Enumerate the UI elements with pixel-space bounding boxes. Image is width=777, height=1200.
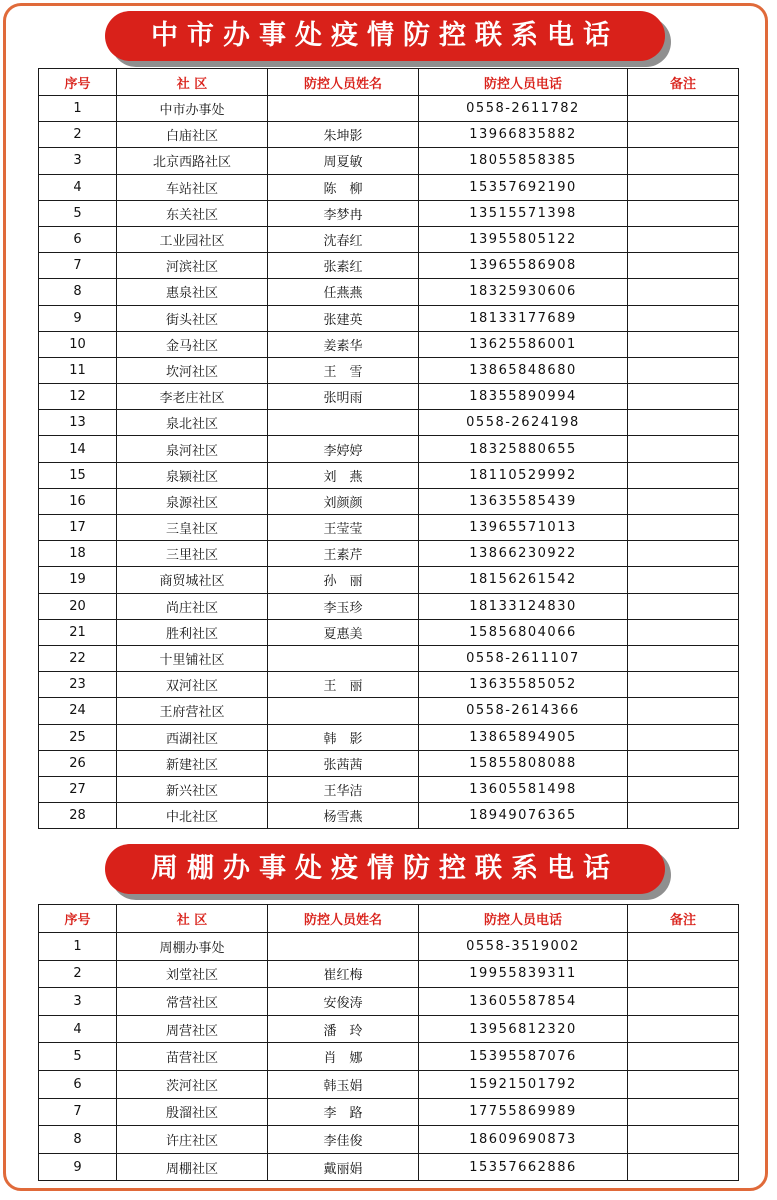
table-row xyxy=(39,933,739,961)
cell-staff-phone: 18133124830 xyxy=(419,593,628,619)
header-staff-phone: 防控人员电话 xyxy=(419,69,628,96)
cell-remarks xyxy=(628,174,739,200)
cell-remarks xyxy=(628,960,739,988)
table-row xyxy=(39,148,739,174)
cell-staff-name: 张建英 xyxy=(268,305,419,331)
cell-index: 19 xyxy=(39,567,117,593)
cell-index: 7 xyxy=(39,1098,117,1126)
cell-index: 1 xyxy=(39,933,117,961)
cell-index: 11 xyxy=(39,357,117,383)
cell-staff-phone: 13865848680 xyxy=(419,357,628,383)
cell-staff-phone: 18055858385 xyxy=(419,148,628,174)
cell-index: 21 xyxy=(39,619,117,645)
cell-staff-name: 王 丽 xyxy=(268,672,419,698)
cell-community: 王府营社区 xyxy=(117,698,268,724)
cell-community: 坎河社区 xyxy=(117,357,268,383)
cell-index: 9 xyxy=(39,1153,117,1181)
cell-staff-phone: 13635585052 xyxy=(419,672,628,698)
cell-staff-phone: 0558-2611782 xyxy=(419,96,628,122)
cell-community: 河滨社区 xyxy=(117,253,268,279)
cell-remarks xyxy=(628,1015,739,1043)
cell-staff-phone: 18325930606 xyxy=(419,279,628,305)
table-row xyxy=(39,1126,739,1154)
section2-title: 周棚办事处疫情防控联系电话 xyxy=(105,844,665,894)
cell-staff-phone: 15395587076 xyxy=(419,1043,628,1071)
cell-staff-name: 刘 燕 xyxy=(268,462,419,488)
cell-remarks xyxy=(628,1098,739,1126)
section1-table xyxy=(38,68,739,829)
cell-community: 北京西路社区 xyxy=(117,148,268,174)
cell-staff-name: 李玉珍 xyxy=(268,593,419,619)
table-row xyxy=(39,776,739,802)
cell-community: 新兴社区 xyxy=(117,776,268,802)
cell-staff-name xyxy=(268,96,419,122)
cell-staff-phone: 13625586001 xyxy=(419,331,628,357)
table-row xyxy=(39,1043,739,1071)
table-row xyxy=(39,515,739,541)
cell-index: 8 xyxy=(39,1126,117,1154)
table-row xyxy=(39,226,739,252)
section2-table-body xyxy=(39,933,739,1181)
header-community: 社 区 xyxy=(117,905,268,933)
cell-remarks xyxy=(628,253,739,279)
cell-remarks xyxy=(628,96,739,122)
cell-staff-phone: 15855808088 xyxy=(419,750,628,776)
cell-staff-name: 戴丽娟 xyxy=(268,1153,419,1181)
cell-remarks xyxy=(628,619,739,645)
cell-staff-phone: 17755869989 xyxy=(419,1098,628,1126)
cell-community: 周营社区 xyxy=(117,1015,268,1043)
cell-remarks xyxy=(628,933,739,961)
cell-remarks xyxy=(628,384,739,410)
table-row xyxy=(39,1070,739,1098)
cell-staff-name: 李梦冉 xyxy=(268,200,419,226)
cell-staff-name: 王素芹 xyxy=(268,541,419,567)
cell-staff-name: 周夏敏 xyxy=(268,148,419,174)
cell-community: 泉源社区 xyxy=(117,488,268,514)
cell-staff-name: 夏惠美 xyxy=(268,619,419,645)
cell-community: 东关社区 xyxy=(117,200,268,226)
cell-community: 金马社区 xyxy=(117,331,268,357)
cell-remarks xyxy=(628,1126,739,1154)
cell-staff-phone: 18949076365 xyxy=(419,803,628,829)
cell-community: 泉北社区 xyxy=(117,410,268,436)
cell-community: 胜利社区 xyxy=(117,619,268,645)
cell-index: 28 xyxy=(39,803,117,829)
cell-staff-phone: 0558-2611107 xyxy=(419,645,628,671)
header-staff-name: 防控人员姓名 xyxy=(268,69,419,96)
cell-remarks xyxy=(628,148,739,174)
table-row xyxy=(39,1153,739,1181)
cell-staff-phone: 0558-2624198 xyxy=(419,410,628,436)
cell-index: 16 xyxy=(39,488,117,514)
cell-staff-name: 张明雨 xyxy=(268,384,419,410)
table-row xyxy=(39,672,739,698)
cell-staff-name xyxy=(268,698,419,724)
cell-index: 5 xyxy=(39,200,117,226)
cell-remarks xyxy=(628,226,739,252)
table-row xyxy=(39,619,739,645)
cell-index: 14 xyxy=(39,436,117,462)
cell-community: 中北社区 xyxy=(117,803,268,829)
cell-community: 尚庄社区 xyxy=(117,593,268,619)
cell-staff-phone: 18325880655 xyxy=(419,436,628,462)
cell-staff-phone: 18609690873 xyxy=(419,1126,628,1154)
cell-staff-phone: 13605587854 xyxy=(419,988,628,1016)
table-row xyxy=(39,174,739,200)
table-header-row xyxy=(39,905,739,933)
cell-community: 李老庄社区 xyxy=(117,384,268,410)
table-row xyxy=(39,384,739,410)
cell-remarks xyxy=(628,1043,739,1071)
header-staff-phone: 防控人员电话 xyxy=(419,905,628,933)
cell-community: 新建社区 xyxy=(117,750,268,776)
cell-index: 2 xyxy=(39,960,117,988)
cell-community: 商贸城社区 xyxy=(117,567,268,593)
cell-index: 6 xyxy=(39,1070,117,1098)
cell-remarks xyxy=(628,200,739,226)
cell-index: 24 xyxy=(39,698,117,724)
cell-staff-name: 孙 丽 xyxy=(268,567,419,593)
table-row xyxy=(39,960,739,988)
cell-index: 18 xyxy=(39,541,117,567)
cell-community: 白庙社区 xyxy=(117,122,268,148)
cell-staff-name: 李 路 xyxy=(268,1098,419,1126)
cell-community: 中市办事处 xyxy=(117,96,268,122)
table-row xyxy=(39,279,739,305)
cell-community: 刘堂社区 xyxy=(117,960,268,988)
cell-staff-name xyxy=(268,933,419,961)
cell-staff-name: 王 雪 xyxy=(268,357,419,383)
cell-remarks xyxy=(628,488,739,514)
cell-index: 13 xyxy=(39,410,117,436)
cell-community: 十里铺社区 xyxy=(117,645,268,671)
cell-community: 双河社区 xyxy=(117,672,268,698)
table-row xyxy=(39,488,739,514)
cell-remarks xyxy=(628,567,739,593)
cell-staff-phone: 18133177689 xyxy=(419,305,628,331)
cell-index: 3 xyxy=(39,988,117,1016)
cell-remarks xyxy=(628,436,739,462)
cell-index: 22 xyxy=(39,645,117,671)
section2-table xyxy=(38,904,739,1181)
header-index: 序号 xyxy=(39,905,117,933)
cell-remarks xyxy=(628,593,739,619)
cell-remarks xyxy=(628,410,739,436)
cell-remarks xyxy=(628,988,739,1016)
cell-staff-phone: 15357692190 xyxy=(419,174,628,200)
cell-index: 2 xyxy=(39,122,117,148)
cell-staff-name: 张素红 xyxy=(268,253,419,279)
cell-community: 惠泉社区 xyxy=(117,279,268,305)
table-header-row xyxy=(39,69,739,96)
cell-remarks xyxy=(628,724,739,750)
cell-remarks xyxy=(628,515,739,541)
cell-staff-phone: 13966835882 xyxy=(419,122,628,148)
table-row xyxy=(39,462,739,488)
cell-remarks xyxy=(628,462,739,488)
table-row xyxy=(39,122,739,148)
cell-remarks xyxy=(628,672,739,698)
table-row xyxy=(39,988,739,1016)
cell-staff-phone: 13635585439 xyxy=(419,488,628,514)
table-row xyxy=(39,1015,739,1043)
cell-staff-phone: 18156261542 xyxy=(419,567,628,593)
cell-staff-name: 姜素华 xyxy=(268,331,419,357)
cell-index: 20 xyxy=(39,593,117,619)
cell-index: 9 xyxy=(39,305,117,331)
table-row xyxy=(39,724,739,750)
cell-remarks xyxy=(628,698,739,724)
cell-community: 泉颍社区 xyxy=(117,462,268,488)
cell-staff-phone: 0558-3519002 xyxy=(419,933,628,961)
table-row xyxy=(39,803,739,829)
cell-staff-phone: 13955805122 xyxy=(419,226,628,252)
cell-community: 周棚办事处 xyxy=(117,933,268,961)
cell-staff-name: 韩 影 xyxy=(268,724,419,750)
table-row xyxy=(39,253,739,279)
cell-staff-phone: 19955839311 xyxy=(419,960,628,988)
cell-index: 6 xyxy=(39,226,117,252)
cell-remarks xyxy=(628,803,739,829)
cell-staff-phone: 15856804066 xyxy=(419,619,628,645)
cell-staff-name: 潘 玲 xyxy=(268,1015,419,1043)
cell-community: 许庄社区 xyxy=(117,1126,268,1154)
cell-remarks xyxy=(628,357,739,383)
cell-index: 4 xyxy=(39,174,117,200)
cell-index: 4 xyxy=(39,1015,117,1043)
cell-index: 15 xyxy=(39,462,117,488)
cell-staff-name: 李婷婷 xyxy=(268,436,419,462)
header-staff-name: 防控人员姓名 xyxy=(268,905,419,933)
header-community: 社 区 xyxy=(117,69,268,96)
cell-community: 泉河社区 xyxy=(117,436,268,462)
table-row xyxy=(39,567,739,593)
cell-remarks xyxy=(628,122,739,148)
cell-remarks xyxy=(628,331,739,357)
header-remarks: 备注 xyxy=(628,69,739,96)
cell-staff-phone: 13865894905 xyxy=(419,724,628,750)
cell-staff-name: 任燕燕 xyxy=(268,279,419,305)
cell-remarks xyxy=(628,1070,739,1098)
cell-remarks xyxy=(628,645,739,671)
cell-staff-name: 崔红梅 xyxy=(268,960,419,988)
cell-staff-phone: 13956812320 xyxy=(419,1015,628,1043)
cell-staff-phone: 18355890994 xyxy=(419,384,628,410)
cell-community: 西湖社区 xyxy=(117,724,268,750)
cell-community: 周棚社区 xyxy=(117,1153,268,1181)
cell-community: 三里社区 xyxy=(117,541,268,567)
cell-index: 12 xyxy=(39,384,117,410)
cell-remarks xyxy=(628,750,739,776)
table-row xyxy=(39,331,739,357)
cell-index: 27 xyxy=(39,776,117,802)
cell-staff-name: 王华洁 xyxy=(268,776,419,802)
cell-remarks xyxy=(628,541,739,567)
header-remarks: 备注 xyxy=(628,905,739,933)
cell-staff-name: 刘颜颜 xyxy=(268,488,419,514)
cell-staff-name: 沈春红 xyxy=(268,226,419,252)
table-row xyxy=(39,645,739,671)
cell-staff-name: 王莹莹 xyxy=(268,515,419,541)
cell-index: 17 xyxy=(39,515,117,541)
table-row xyxy=(39,698,739,724)
cell-community: 殷溜社区 xyxy=(117,1098,268,1126)
cell-index: 8 xyxy=(39,279,117,305)
cell-index: 1 xyxy=(39,96,117,122)
cell-staff-name: 李佳俊 xyxy=(268,1126,419,1154)
table-row xyxy=(39,357,739,383)
cell-community: 茨河社区 xyxy=(117,1070,268,1098)
cell-community: 街头社区 xyxy=(117,305,268,331)
table-row xyxy=(39,305,739,331)
cell-remarks xyxy=(628,279,739,305)
table-row xyxy=(39,96,739,122)
table-row xyxy=(39,541,739,567)
cell-index: 23 xyxy=(39,672,117,698)
cell-staff-phone: 13965586908 xyxy=(419,253,628,279)
cell-community: 车站社区 xyxy=(117,174,268,200)
cell-community: 苗营社区 xyxy=(117,1043,268,1071)
cell-remarks xyxy=(628,776,739,802)
section1-table-body xyxy=(39,96,739,829)
cell-staff-phone: 13605581498 xyxy=(419,776,628,802)
table-row xyxy=(39,410,739,436)
cell-staff-name: 张茜茜 xyxy=(268,750,419,776)
cell-staff-name: 肖 娜 xyxy=(268,1043,419,1071)
cell-staff-phone: 15921501792 xyxy=(419,1070,628,1098)
table-row xyxy=(39,1098,739,1126)
cell-staff-name xyxy=(268,410,419,436)
section1-title: 中市办事处疫情防控联系电话 xyxy=(105,11,665,61)
cell-index: 26 xyxy=(39,750,117,776)
cell-community: 三皇社区 xyxy=(117,515,268,541)
table-row xyxy=(39,436,739,462)
cell-staff-name: 杨雪燕 xyxy=(268,803,419,829)
cell-index: 7 xyxy=(39,253,117,279)
cell-staff-name: 安俊涛 xyxy=(268,988,419,1016)
cell-staff-phone: 13515571398 xyxy=(419,200,628,226)
cell-index: 3 xyxy=(39,148,117,174)
table-row xyxy=(39,593,739,619)
cell-remarks xyxy=(628,305,739,331)
cell-staff-name: 朱坤影 xyxy=(268,122,419,148)
cell-community: 工业园社区 xyxy=(117,226,268,252)
cell-remarks xyxy=(628,1153,739,1181)
cell-staff-name: 韩玉娟 xyxy=(268,1070,419,1098)
cell-staff-phone: 13965571013 xyxy=(419,515,628,541)
header-index: 序号 xyxy=(39,69,117,96)
table-row xyxy=(39,750,739,776)
table-row xyxy=(39,200,739,226)
cell-staff-phone: 13866230922 xyxy=(419,541,628,567)
cell-index: 5 xyxy=(39,1043,117,1071)
cell-staff-phone: 15357662886 xyxy=(419,1153,628,1181)
cell-staff-name xyxy=(268,645,419,671)
cell-staff-name: 陈 柳 xyxy=(268,174,419,200)
cell-staff-phone: 0558-2614366 xyxy=(419,698,628,724)
cell-index: 25 xyxy=(39,724,117,750)
cell-index: 10 xyxy=(39,331,117,357)
cell-community: 常营社区 xyxy=(117,988,268,1016)
cell-staff-phone: 18110529992 xyxy=(419,462,628,488)
